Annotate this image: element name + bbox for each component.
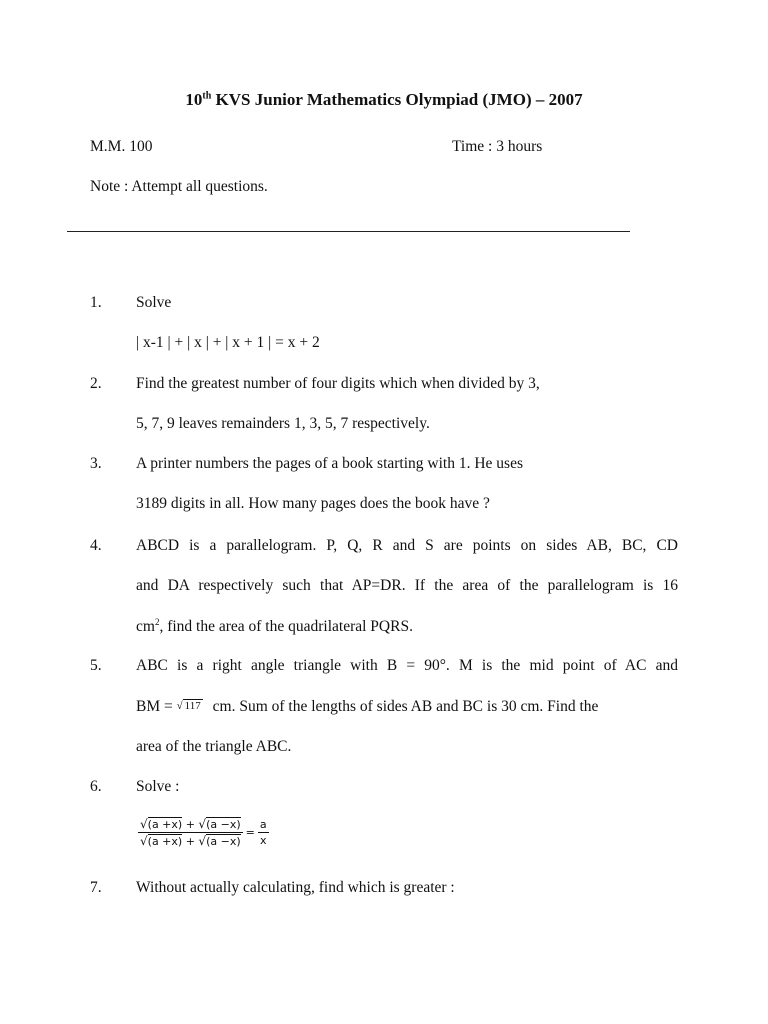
question-4-line-3-text: , find the area of the quadrilateral PQRS. [159,618,413,636]
question-6-line-1: Solve : [136,778,180,795]
rhs-denominator: x [259,834,267,847]
sqrt-117: √ 117 [176,700,201,712]
page-title [0,90,768,110]
question-5-line-2-text: cm. Sum of the lengths of sides AB and BC is 30 cm. Find the [208,698,599,715]
note: Note : Attempt all questions. [90,178,268,195]
question-4-line-2: and DA respectively such that AP=DR. If the area of the parallelogram is 16 [136,577,678,594]
divider [67,231,630,232]
time-allowed: Time : 3 hours [452,138,543,155]
question-number-1: 1. [90,294,102,311]
lhs-denominator: √(a +x) + √(a −x) [140,834,241,848]
question-5-line-1: ABC is a right angle triangle with B = 90°. M is the mid point of AC and [136,657,678,674]
question-number-2: 2. [90,375,102,392]
question-3-line-2: 3189 digits in all. How many pages does the book have ? [136,495,490,512]
question-number-5: 5. [90,657,102,674]
radicand-117: 117 [184,700,201,712]
max-marks: M.M. 100 [90,138,153,155]
bm-label: BM = [136,698,177,715]
question-5-line-3: area of the triangle ABC. [136,738,292,755]
question-1-line-1: Solve [136,294,172,311]
unit-exponent: 2 [154,617,160,627]
rhs-fraction [258,817,269,848]
equation-6 [138,816,269,849]
question-2-line-1: Find the greatest number of four digits which when divided by 3, [136,375,540,392]
question-4-line-1: ABCD is a parallelogram. P, Q, R and S are points on sides AB, BC, CD [136,537,678,554]
question-7-line-1: Without actually calculating, find which is greater : [136,879,455,896]
question-2-line-2: 5, 7, 9 leaves remainders 1, 3, 5, 7 respectively. [136,415,430,432]
lhs-fraction [138,816,243,849]
question-number-3: 3. [90,455,102,472]
question-number-7: 7. [90,879,102,896]
question-5-line-2 [136,698,598,716]
question-number-6: 6. [90,778,102,795]
question-1-equation: | x-1 | + | x | + | x + 1 | = x + 2 [136,334,320,351]
equals-sign: = [245,826,255,839]
title-number: 10 [185,90,203,109]
unit-cm: cm [136,618,155,636]
title-superscript: th [202,90,212,102]
question-3-line-1: A printer numbers the pages of a book starting with 1. He uses [136,455,523,472]
lhs-numerator: √(a +x) + √(a −x) [140,817,241,831]
rhs-numerator: a [259,818,267,831]
question-4-line-3 [136,617,413,636]
question-number-4: 4. [90,537,102,554]
title-text: KVS Junior Mathematics Olympiad (JMO) – 2007 [211,90,583,109]
